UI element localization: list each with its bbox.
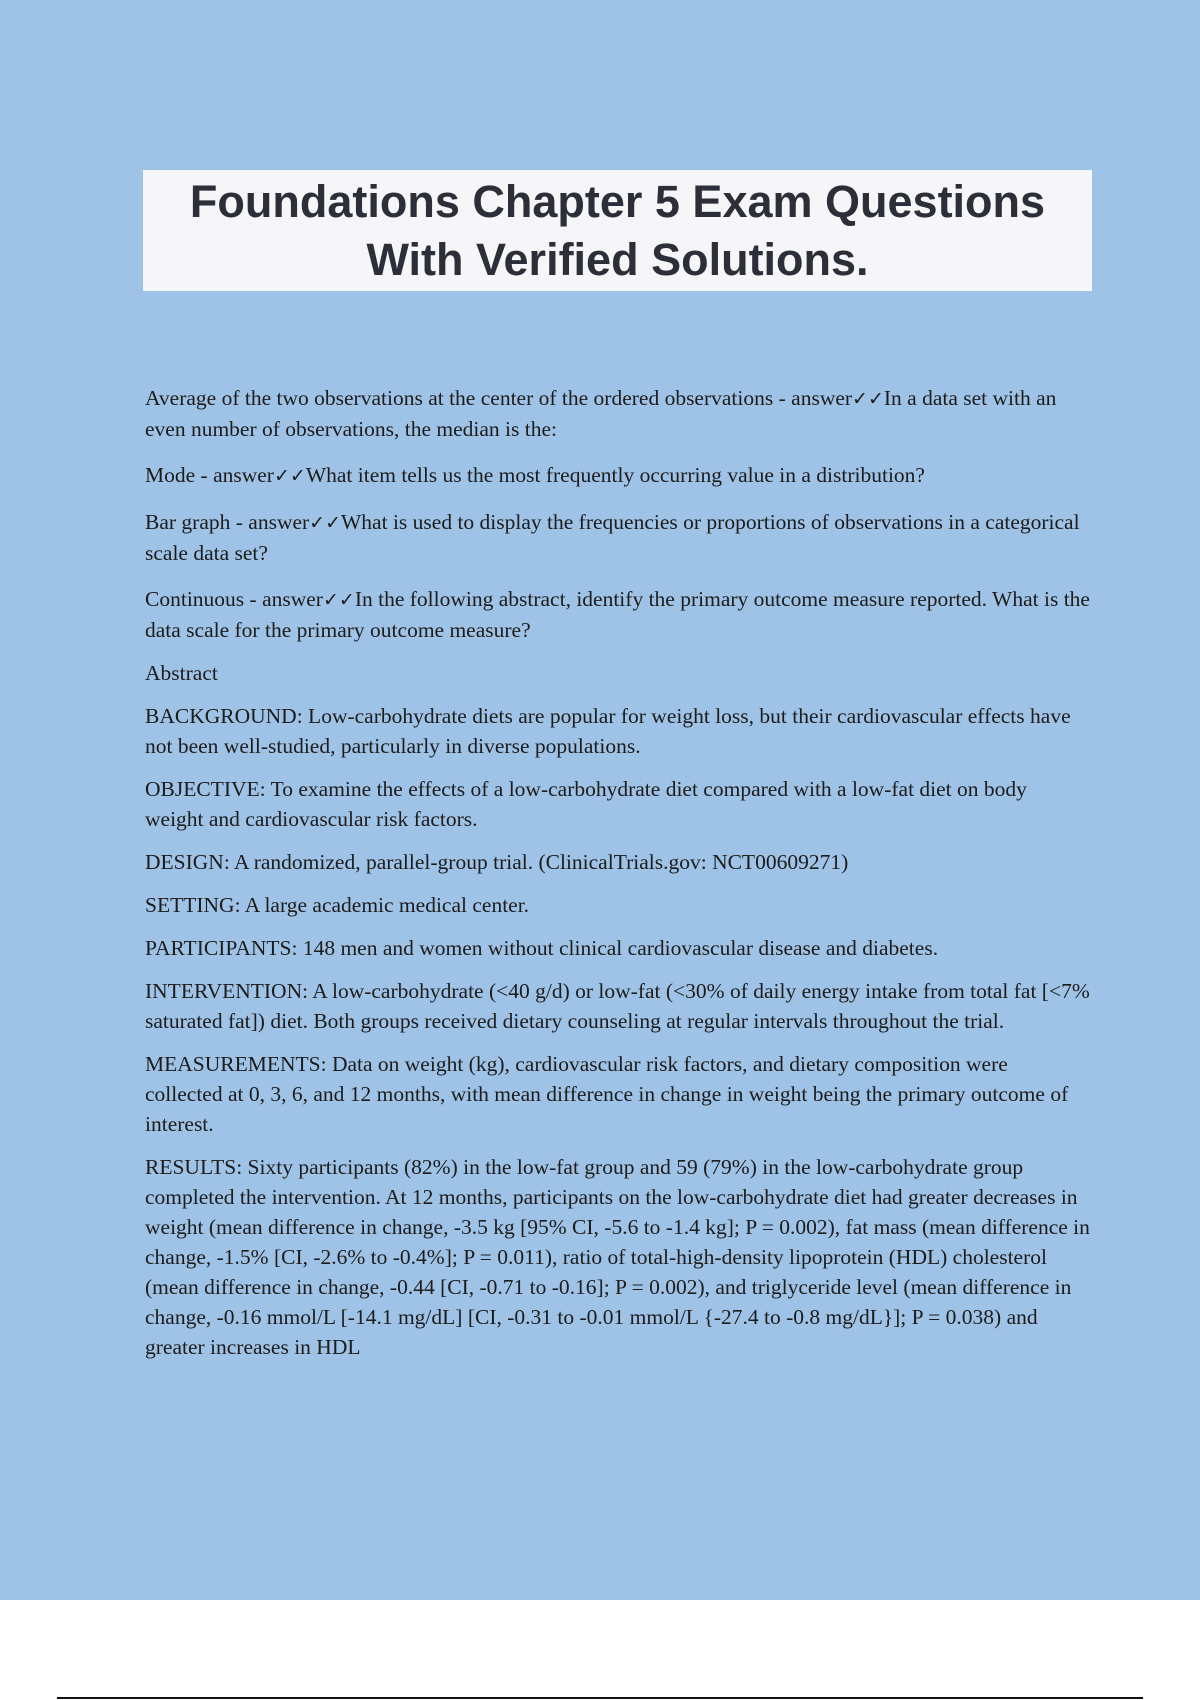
abstract-results: RESULTS: Sixty participants (82%) in the low-fat group and 59 (79%) in the low-carbohydrate group completed the intervention. At 12 months, participants on the low-carbohydrate diet had greater decreases in weight (mean difference in change, -3.5 kg [95% CI, -5.6 to -1.4 kg]; P = 0.002), fat mass (mean difference in change, -1.5% [CI, -2.6% to -0.4%]; P = 0.011), ratio of total-high-density lipoprotein (HDL) cholesterol (mean difference in change, -0.44 [CI, -0.71 to -0.16]; P = 0.002), and triglyceride level (mean difference in change, -0.16 mmol/L [-14.1 mg/dL] [CI, -0.31 to -0.01 mmol/L {-27.4 to -0.8 mg/dL}]; P = 0.038) and greater increases in HDL: [145, 1155, 1090, 1359]
abstract-design: DESIGN: A randomized, parallel-group trial. (ClinicalTrials.gov: NCT00609271): [145, 850, 849, 874]
qa-question: In a data set with an even number of observations, the median is the:: [145, 386, 1057, 441]
checkmark-icon: ✓✓: [273, 465, 306, 487]
abstract-intervention: INTERVENTION: A low-carbohydrate (<40 g/d) or low-fat (<30% of daily energy intake from total fat [<7% saturated fat]) diet. Both groups received dietary counseling at regular intervals throughout the trial.: [145, 979, 1090, 1033]
checkmark-icon: ✓✓: [852, 388, 884, 410]
document-body: [145, 383, 1090, 1375]
answer-label: answer: [262, 587, 323, 611]
qa-item: [145, 584, 1090, 645]
qa-answer: Mode -: [145, 463, 214, 487]
document-title-line-1: Foundations Chapter 5 Exam Questions: [189, 175, 1046, 227]
qa-answer: Average of the two observations at the center of the ordered observations -: [145, 386, 792, 410]
document-title-box: [143, 170, 1092, 291]
qa-question: In the following abstract, identify the primary outcome measure reported. What is the data scale for the primary outcome measure?: [145, 587, 1090, 642]
checkmark-icon: ✓✓: [309, 512, 342, 534]
answer-label: answer: [213, 463, 274, 487]
qa-item: [145, 383, 1090, 444]
abstract-setting: SETTING: A large academic medical center.: [145, 893, 530, 917]
abstract-participants: PARTICIPANTS: 148 men and women without clinical cardiovascular disease and diabetes.: [145, 936, 939, 960]
abstract-background: BACKGROUND: Low-carbohydrate diets are popular for weight loss, but their cardiovascular effects have not been well-studied, particularly in diverse populations.: [145, 704, 1071, 758]
answer-label: answer: [791, 386, 853, 410]
qa-question: What is used to display the frequencies or proportions of observations in a categorical scale data set?: [145, 510, 1080, 565]
abstract-measurements: MEASUREMENTS: Data on weight (kg), cardiovascular risk factors, and dietary composition were collected at 0, 3, 6, and 12 months, with mean difference in change in weight being the primary outcome of interest.: [145, 1052, 1069, 1136]
checkmark-icon: ✓✓: [322, 589, 355, 611]
abstract-objective: OBJECTIVE: To examine the effects of a low-carbohydrate diet compared with a low-fat diet on body weight and cardiovascular risk factors.: [145, 777, 1027, 831]
abstract-heading: Abstract: [145, 661, 218, 685]
footer-divider: [57, 1697, 1143, 1699]
qa-item: [145, 460, 1090, 491]
qa-item: [145, 507, 1090, 568]
qa-question: What item tells us the most frequently occurring value in a distribution?: [305, 463, 925, 487]
qa-answer: Continuous -: [145, 587, 263, 611]
document-title-line-2: With Verified Solutions.: [366, 233, 869, 285]
answer-label: answer: [248, 510, 310, 534]
qa-answer: Bar graph -: [145, 510, 249, 534]
